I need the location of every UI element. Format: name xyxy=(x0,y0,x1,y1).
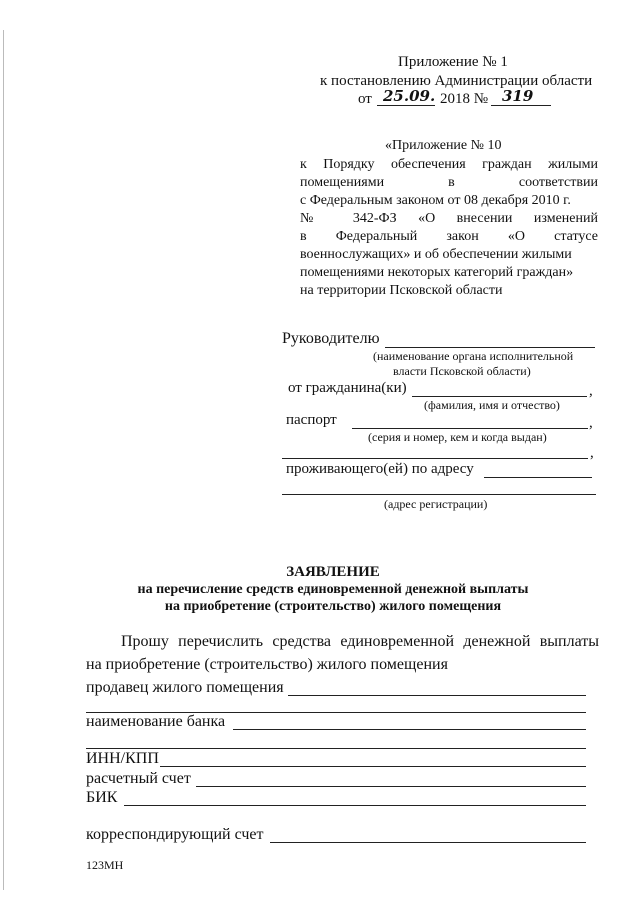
decree-number-handwritten: 319 xyxy=(502,87,534,105)
addressee-from-field[interactable] xyxy=(412,396,587,397)
inn-field[interactable] xyxy=(160,766,586,767)
addressee-address-hint: (адрес регистрации) xyxy=(384,497,488,511)
seller-field[interactable] xyxy=(288,695,586,696)
statement-subtitle: на перечисление средств единовременной денежной выплаты xyxy=(137,582,529,597)
account-label: расчетный счет xyxy=(86,770,191,787)
appendix10-line: помещениями в соответствии xyxy=(300,175,598,190)
request-paragraph: на приобретение (строительство) жилого помещения xyxy=(86,656,448,673)
addressee-passport-comma: , xyxy=(589,415,593,431)
bank-field[interactable] xyxy=(233,729,586,730)
bik-label: БИК xyxy=(86,789,118,806)
footer-code: 123МН xyxy=(86,858,124,872)
decree-date-underline xyxy=(377,105,435,106)
addressee-from-label: от гражданина(ки) xyxy=(288,380,407,396)
decree-number-underline xyxy=(491,105,551,106)
corr-account-label: корреспондирующий счет xyxy=(86,826,264,843)
appendix10-line: военнослужащих» и об обеспечении жилыми xyxy=(300,247,572,262)
appendix10-line: к Порядку обеспечения граждан жилыми xyxy=(300,157,598,172)
inn-label: ИНН/КПП xyxy=(86,750,159,767)
appendix10-line: в Федеральный закон «О статусе xyxy=(300,229,598,244)
statement-title: ЗАЯВЛЕНИЕ xyxy=(286,564,380,580)
appendix-number: Приложение № 1 xyxy=(398,54,508,70)
scan-edge-mark xyxy=(3,30,4,890)
statement-subtitle: на приобретение (строительство) жилого помещения xyxy=(164,599,502,614)
addressee-from-comma: , xyxy=(589,383,593,399)
addressee-passport-field-2[interactable] xyxy=(282,458,588,459)
addressee-passport-hint: (серия и номер, кем и когда выдан) xyxy=(368,430,547,444)
appendix10-title: «Приложение № 10 xyxy=(385,138,502,153)
account-field[interactable] xyxy=(196,786,586,787)
addressee-to-hint: власти Псковской области) xyxy=(393,364,531,378)
addressee-address-field[interactable] xyxy=(484,477,592,478)
addressee-to-field[interactable] xyxy=(385,347,595,348)
addressee-from-hint: (фамилия, имя и отчество) xyxy=(424,398,560,412)
corr-account-field[interactable] xyxy=(270,842,586,843)
addressee-address-field-2[interactable] xyxy=(282,494,596,495)
appendix10-line: на территории Псковской области xyxy=(300,283,503,298)
addressee-passport-comma-2: , xyxy=(590,445,594,461)
bik-field[interactable] xyxy=(124,805,586,806)
appendix10-line: помещениями некоторых категорий граждан» xyxy=(300,265,574,280)
addressee-passport-label: паспорт xyxy=(286,412,337,428)
addressee-passport-field[interactable] xyxy=(352,428,588,429)
addressee-address-label: проживающего(ей) по адресу xyxy=(286,461,474,477)
addressee-to-hint: (наименование органа исполнительной xyxy=(373,349,574,363)
appendix10-line: № 342-ФЗ «О внесении изменений xyxy=(300,211,598,226)
addressee-to-label: Руководителю xyxy=(282,330,380,347)
bank-field-2[interactable] xyxy=(86,748,586,749)
appendix10-line: с Федеральным законом от 08 декабря 2010 г. xyxy=(300,193,571,208)
appendix-decree: к постановлению Администрации области xyxy=(320,73,593,89)
request-paragraph: Прошу перечислить средства единовременной денежной выплаты xyxy=(121,633,599,650)
bank-label: наименование банка xyxy=(86,713,226,730)
decree-date-prefix: от xyxy=(358,91,372,107)
decree-year: 2018 № xyxy=(440,91,489,107)
decree-date-handwritten: 25.09. xyxy=(383,87,436,105)
seller-label: продавец жилого помещения xyxy=(86,679,284,696)
